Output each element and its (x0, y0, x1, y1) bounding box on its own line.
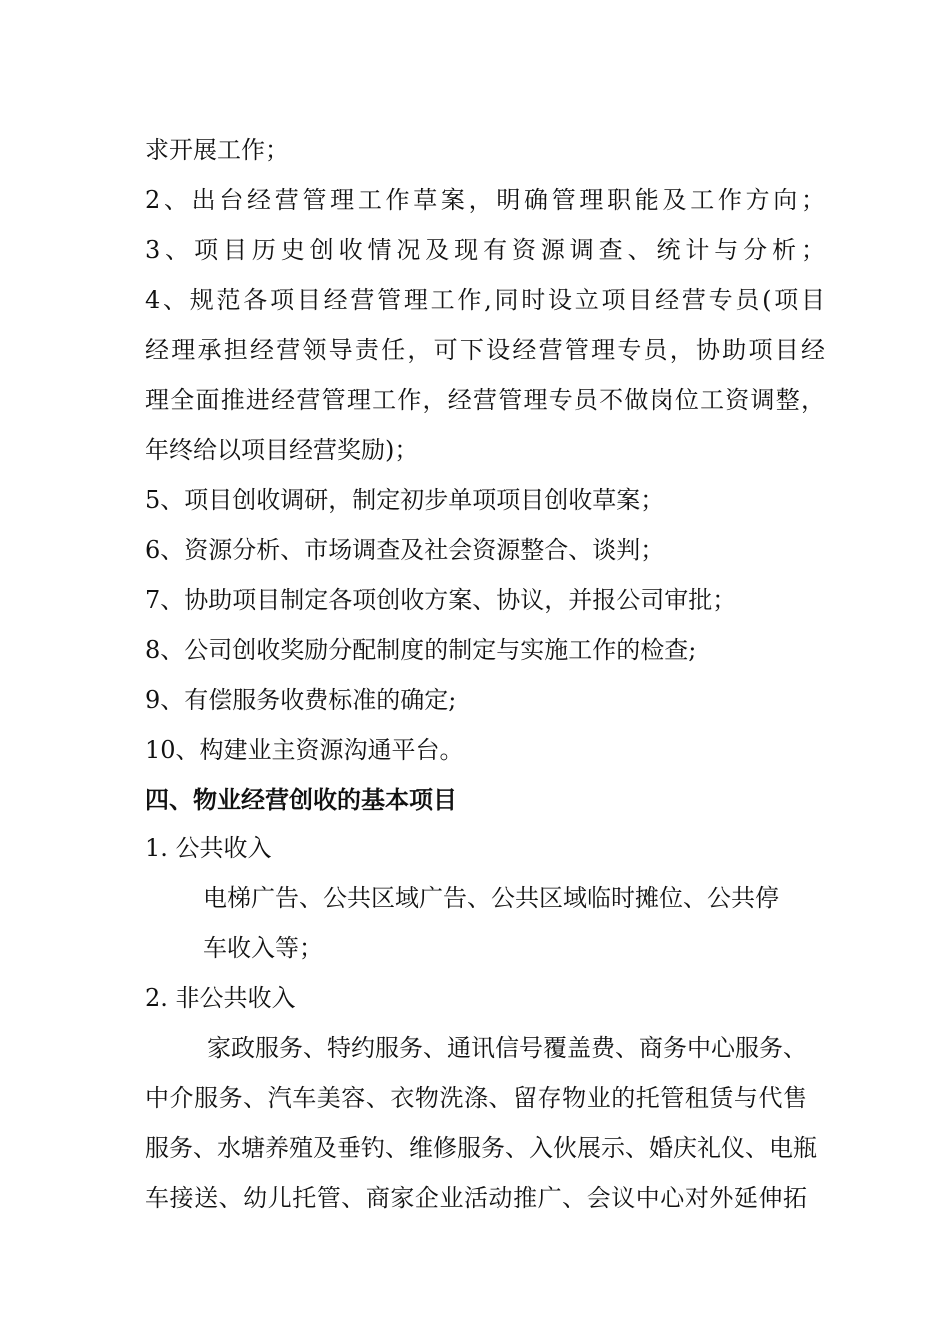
text-line: 服务、水塘养殖及垂钓、维修服务、入伙展示、婚庆礼仪、电瓶 (145, 1134, 817, 1162)
text-line: 电梯广告、公共区域广告、公共区域临时摊位、公共停 (203, 884, 779, 912)
section-heading: 四、物业经营创收的基本项目 (145, 786, 457, 814)
text-line: 车接送、幼儿托管、商家企业活动推广、会议中心对外延伸拓 (145, 1184, 807, 1212)
list-item-2: 2、出台经营管理工作草案，明确管理职能及工作方向； (145, 186, 825, 214)
list-item-10: 10、构建业主资源沟通平台。 (145, 736, 464, 764)
text-line: 理全面推进经营管理工作，经营管理专员不做岗位工资调整， (145, 386, 825, 414)
text-line: 经理承担经营领导责任，可下设经营管理专员，协助项目经 (145, 336, 825, 364)
text-line: 年终给以项目经营奖励)； (145, 436, 419, 464)
text-line: 家政服务、特约服务、通讯信号覆盖费、商务中心服务、 (207, 1034, 807, 1062)
list-item-7: 7、协助项目制定各项创收方案、协议，并报公司审批； (145, 586, 737, 614)
subsection-heading: 1. 公共收入 (145, 834, 272, 862)
list-item-3: 3、项目历史创收情况及现有资源调查、统计与分析； (145, 236, 825, 264)
list-item-4: 4、规范各项目经营管理工作,同时设立项目经营专员(项目 (145, 286, 825, 314)
text-line: 求开展工作； (145, 136, 289, 164)
list-item-8: 8、公司创收奖励分配制度的制定与实施工作的检查; (145, 636, 697, 664)
subsection-heading: 2. 非公共收入 (145, 984, 296, 1012)
list-item-5: 5、项目创收调研，制定初步单项项目创收草案； (145, 486, 665, 514)
list-item-9: 9、有偿服务收费标准的确定; (145, 686, 457, 714)
list-item-6: 6、资源分析、市场调查及社会资源整合、谈判； (145, 536, 665, 564)
text-line: 车收入等； (203, 934, 323, 962)
text-line: 中介服务、汽车美容、衣物洗涤、留存物业的托管租赁与代售 (145, 1084, 807, 1112)
